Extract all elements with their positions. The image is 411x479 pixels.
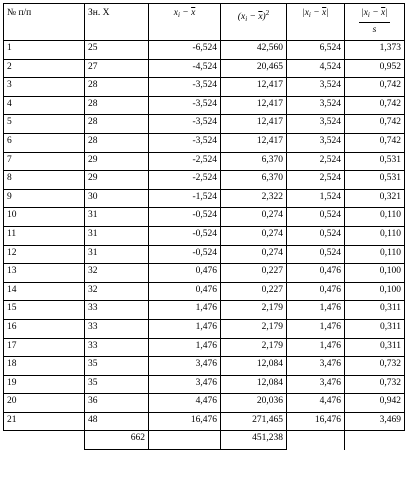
cell-absolute-deviation: 0,476: [287, 282, 345, 301]
cell-normalized-deviation: 1,373: [345, 41, 405, 60]
cell-index: 11: [4, 226, 85, 245]
cell-absolute-deviation: 3,524: [287, 133, 345, 152]
cell-value: 35: [85, 357, 149, 376]
cell-normalized-deviation: 0,311: [345, 338, 405, 357]
cell-squared-deviation: 2,179: [221, 319, 287, 338]
totals-empty-cell: [287, 431, 345, 450]
cell-value: 27: [85, 59, 149, 78]
cell-index: 17: [4, 338, 85, 357]
cell-deviation: 1,476: [149, 319, 221, 338]
cell-absolute-deviation: 0,476: [287, 264, 345, 283]
cell-index: 4: [4, 96, 85, 115]
table-row: [4, 59, 405, 78]
cell-deviation: -0,524: [149, 208, 221, 227]
cell-normalized-deviation: 0,732: [345, 357, 405, 376]
cell-deviation: 3,476: [149, 375, 221, 394]
cell-value: 36: [85, 394, 149, 413]
header-normalized-deviation: [345, 4, 405, 41]
cell-value: 25: [85, 41, 149, 60]
table-row: [4, 394, 405, 413]
cell-normalized-deviation: 0,742: [345, 133, 405, 152]
cell-deviation: -1,524: [149, 189, 221, 208]
table-row: [4, 319, 405, 338]
cell-squared-deviation: 271,465: [221, 412, 287, 431]
cell-normalized-deviation: 0,110: [345, 226, 405, 245]
totals-empty-cell: [149, 431, 221, 450]
cell-deviation: 3,476: [149, 357, 221, 376]
fraction: [359, 6, 390, 37]
cell-squared-deviation: 6,370: [221, 171, 287, 190]
statistics-table: [3, 3, 405, 450]
cell-index: 21: [4, 412, 85, 431]
cell-normalized-deviation: 0,321: [345, 189, 405, 208]
cell-deviation: -3,524: [149, 115, 221, 134]
cell-value: 33: [85, 319, 149, 338]
cell-normalized-deviation: 0,531: [345, 171, 405, 190]
table-row: [4, 208, 405, 227]
cell-value: 33: [85, 301, 149, 320]
total-squared-sum: 451,238: [221, 431, 287, 450]
fraction-denominator: s: [372, 25, 377, 35]
cell-deviation: 0,476: [149, 264, 221, 283]
cell-index: 12: [4, 245, 85, 264]
cell-value: 28: [85, 115, 149, 134]
cell-normalized-deviation: 0,742: [345, 115, 405, 134]
cell-absolute-deviation: 3,524: [287, 78, 345, 97]
cell-squared-deviation: 0,274: [221, 245, 287, 264]
cell-squared-deviation: 12,417: [221, 115, 287, 134]
table-row: [4, 189, 405, 208]
cell-deviation: 0,476: [149, 282, 221, 301]
table-row: [4, 338, 405, 357]
fraction-numerator: $|x_i - \overline{x}|$: [359, 6, 390, 23]
cell-normalized-deviation: 0,942: [345, 394, 405, 413]
cell-normalized-deviation: 0,100: [345, 282, 405, 301]
cell-squared-deviation: 0,274: [221, 208, 287, 227]
table-row: [4, 152, 405, 171]
cell-absolute-deviation: 0,524: [287, 245, 345, 264]
cell-normalized-deviation: 0,311: [345, 301, 405, 320]
cell-deviation: -2,524: [149, 152, 221, 171]
cell-index: 9: [4, 189, 85, 208]
cell-squared-deviation: 20,465: [221, 59, 287, 78]
cell-index: 10: [4, 208, 85, 227]
cell-squared-deviation: 12,084: [221, 357, 287, 376]
cell-normalized-deviation: 0,110: [345, 245, 405, 264]
cell-value: 48: [85, 412, 149, 431]
cell-index: 7: [4, 152, 85, 171]
cell-absolute-deviation: 4,524: [287, 59, 345, 78]
cell-absolute-deviation: 2,524: [287, 152, 345, 171]
cell-absolute-deviation: 3,476: [287, 357, 345, 376]
cell-deviation: -4,524: [149, 59, 221, 78]
cell-absolute-deviation: 2,524: [287, 171, 345, 190]
header-squared-deviation: $(x_i - \overline{x})^2$: [221, 4, 287, 41]
cell-deviation: -6,524: [149, 41, 221, 60]
cell-value: 28: [85, 78, 149, 97]
cell-value: 31: [85, 245, 149, 264]
cell-value: 31: [85, 226, 149, 245]
table-row: [4, 245, 405, 264]
cell-squared-deviation: 12,084: [221, 375, 287, 394]
cell-index: 14: [4, 282, 85, 301]
cell-index: 18: [4, 357, 85, 376]
cell-deviation: -3,524: [149, 133, 221, 152]
cell-squared-deviation: 2,322: [221, 189, 287, 208]
header-index: № п/п: [4, 4, 85, 41]
cell-value: 30: [85, 189, 149, 208]
cell-index: 5: [4, 115, 85, 134]
cell-value: 31: [85, 208, 149, 227]
cell-absolute-deviation: 1,476: [287, 319, 345, 338]
cell-normalized-deviation: 0,100: [345, 264, 405, 283]
cell-absolute-deviation: 3,476: [287, 375, 345, 394]
cell-squared-deviation: 0,227: [221, 264, 287, 283]
cell-normalized-deviation: 0,742: [345, 78, 405, 97]
header-row: [4, 4, 405, 41]
table-row: [4, 264, 405, 283]
table-row: [4, 133, 405, 152]
cell-absolute-deviation: 3,524: [287, 96, 345, 115]
cell-index: 2: [4, 59, 85, 78]
cell-value: 28: [85, 133, 149, 152]
cell-deviation: -3,524: [149, 96, 221, 115]
table-row: [4, 226, 405, 245]
cell-value: 33: [85, 338, 149, 357]
totals-row: [4, 431, 405, 450]
cell-squared-deviation: 12,417: [221, 133, 287, 152]
total-x-sum: 662: [85, 431, 149, 450]
cell-normalized-deviation: 0,732: [345, 375, 405, 394]
cell-index: 15: [4, 301, 85, 320]
cell-value: 29: [85, 171, 149, 190]
table-row: [4, 96, 405, 115]
cell-index: 13: [4, 264, 85, 283]
totals-empty-cell: [345, 431, 405, 450]
cell-absolute-deviation: 4,476: [287, 394, 345, 413]
table-row: [4, 301, 405, 320]
cell-deviation: -0,524: [149, 226, 221, 245]
table-row: [4, 412, 405, 431]
cell-squared-deviation: 6,370: [221, 152, 287, 171]
cell-squared-deviation: 0,227: [221, 282, 287, 301]
cell-index: 1: [4, 41, 85, 60]
cell-deviation: -3,524: [149, 78, 221, 97]
cell-squared-deviation: 2,179: [221, 301, 287, 320]
cell-deviation: 16,476: [149, 412, 221, 431]
table-row: [4, 171, 405, 190]
table-row: [4, 357, 405, 376]
cell-absolute-deviation: 3,524: [287, 115, 345, 134]
cell-normalized-deviation: 0,311: [345, 319, 405, 338]
cell-index: 20: [4, 394, 85, 413]
cell-absolute-deviation: 0,524: [287, 208, 345, 227]
cell-value: 29: [85, 152, 149, 171]
table-row: [4, 282, 405, 301]
cell-absolute-deviation: 1,524: [287, 189, 345, 208]
table-row: [4, 375, 405, 394]
cell-deviation: -2,524: [149, 171, 221, 190]
cell-deviation: 4,476: [149, 394, 221, 413]
cell-squared-deviation: 42,560: [221, 41, 287, 60]
cell-index: 19: [4, 375, 85, 394]
cell-squared-deviation: 12,417: [221, 96, 287, 115]
cell-index: 3: [4, 78, 85, 97]
header-value: Зн. X: [85, 4, 149, 41]
cell-absolute-deviation: 6,524: [287, 41, 345, 60]
cell-squared-deviation: 0,274: [221, 226, 287, 245]
cell-deviation: 1,476: [149, 338, 221, 357]
totals-empty-cell: [4, 431, 85, 450]
table-row: [4, 78, 405, 97]
cell-squared-deviation: 20,036: [221, 394, 287, 413]
cell-absolute-deviation: 16,476: [287, 412, 345, 431]
header-deviation: $x_i - \overline{x}$: [149, 4, 221, 41]
cell-deviation: -0,524: [149, 245, 221, 264]
cell-normalized-deviation: 0,531: [345, 152, 405, 171]
cell-absolute-deviation: 0,524: [287, 226, 345, 245]
cell-index: 16: [4, 319, 85, 338]
cell-deviation: 1,476: [149, 301, 221, 320]
cell-value: 32: [85, 282, 149, 301]
cell-squared-deviation: 2,179: [221, 338, 287, 357]
cell-value: 32: [85, 264, 149, 283]
cell-value: 28: [85, 96, 149, 115]
cell-index: 6: [4, 133, 85, 152]
table-row: [4, 41, 405, 60]
cell-index: 8: [4, 171, 85, 190]
cell-value: 35: [85, 375, 149, 394]
cell-normalized-deviation: 0,742: [345, 96, 405, 115]
cell-absolute-deviation: 1,476: [287, 338, 345, 357]
cell-normalized-deviation: 0,110: [345, 208, 405, 227]
table-row: [4, 115, 405, 134]
cell-normalized-deviation: 3,469: [345, 412, 405, 431]
cell-normalized-deviation: 0,952: [345, 59, 405, 78]
cell-squared-deviation: 12,417: [221, 78, 287, 97]
header-absolute-deviation: $|x_i - \overline{x}|$: [287, 4, 345, 41]
cell-absolute-deviation: 1,476: [287, 301, 345, 320]
